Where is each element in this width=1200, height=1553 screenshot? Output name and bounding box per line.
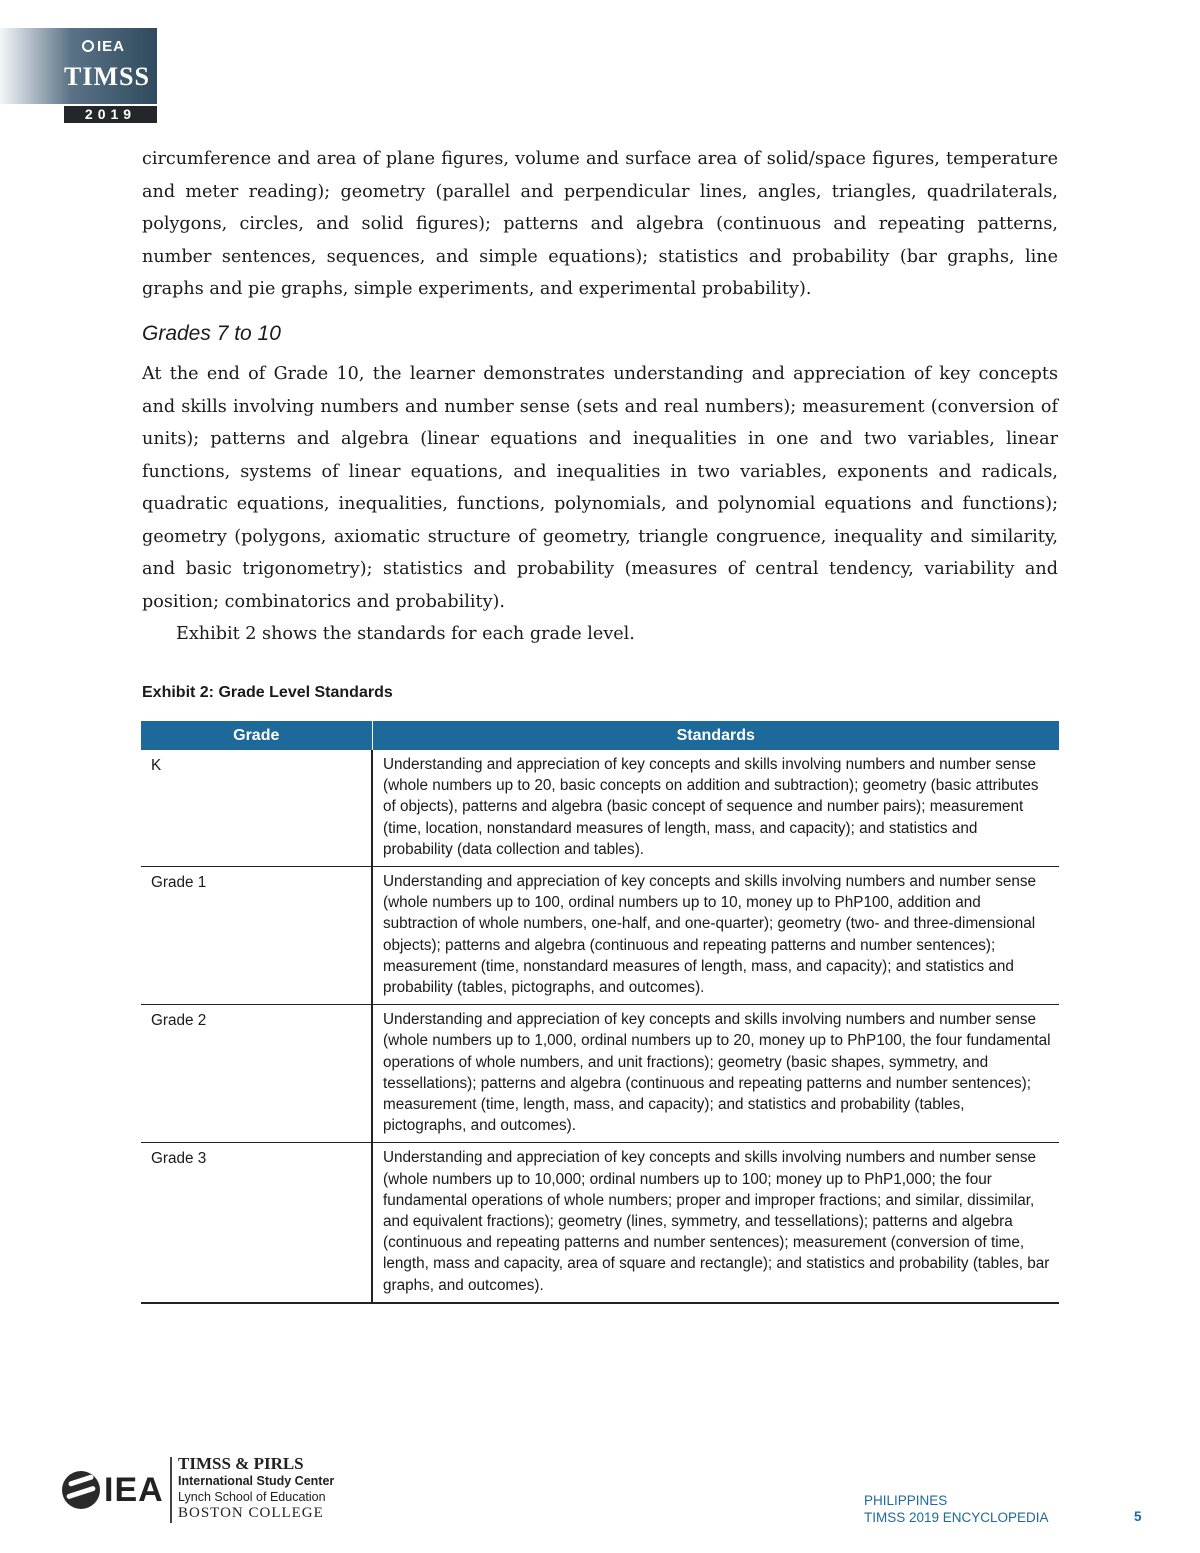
timss-2019-logo <box>0 28 157 123</box>
logo-divider <box>170 1457 172 1523</box>
table-row <box>141 750 1059 867</box>
footer-logo-line2: International Study Center <box>178 1474 335 1488</box>
table-row <box>141 1143 1059 1303</box>
iea-timss-pirls-logo <box>62 1455 362 1525</box>
logo-timss: TIMSS <box>64 62 150 91</box>
page-number: 5 <box>1134 1509 1142 1524</box>
grade-cell: Grade 1 <box>141 867 372 1005</box>
intro-paragraph: circumference and area of plane figures, volume and surface area of solid/space figures, temperature and meter reading); geometry (parallel and perpendicular lines, angles, triangles, quadrilaterals, polygons, circles, and solid figures); patterns and algebra (continuous and repeating patterns, number sentences, sequences, and simple equations); statistics and probability (bar graphs, line graphs and pie graphs, simple experiments, and experimental probability). <box>142 149 1058 299</box>
footer-logo-text <box>178 1455 334 1521</box>
column-header-standards: Standards <box>372 721 1059 750</box>
exhibit-reference: Exhibit 2 shows the standards for each grade level. <box>176 624 635 644</box>
section-paragraph: At the end of Grade 10, the learner demonstrates understanding and appreciation of key concepts and skills involving numbers and number sense (sets and real numbers); measurement (conversion of units); patterns and algebra (linear equations and inequalities in one and two variables, linear functions, systems of linear equations, and inequalities in two variables, exponents and radicals, quadratic equations, inequalities, functions, polynomials, and polynomial equations and functions); geometry (polygons, axiomatic structure of geometry, triangle congruence, inequality and similarity, and basic trigonometry); statistics and probability (measures of central tendency, variability and position; combinatorics and probability). <box>142 364 1058 612</box>
globe-icon <box>82 40 94 52</box>
grade-cell: K <box>141 750 372 867</box>
table-header-row <box>141 721 1059 750</box>
section-heading-block <box>142 322 1058 346</box>
iea-globe-icon <box>62 1471 100 1509</box>
footer-logo-line1: TIMSS & PIRLS <box>178 1454 304 1473</box>
table-row <box>141 867 1059 1005</box>
grade-cell: Grade 2 <box>141 1005 372 1143</box>
standards-cell: Understanding and appreciation of key concepts and skills involving numbers and number sense (whole numbers up to 100, ordinal numbers up to 10, money up to PhP100, addition and subtraction of whole numbers, one-half, and one-quarter); geometry (two- and three-dimensional objects); patterns and algebra (continuous and repeating patterns and number sentences); measurement (time, nonstandard measures of length, mass, and capacity); and statistics and probability (tables, pictographs, and outcomes). <box>372 867 1059 1005</box>
footer-publication: TIMSS 2019 ENCYCLOPEDIA <box>864 1510 1049 1525</box>
logo-iea <box>82 38 125 55</box>
intro-block <box>142 143 1058 306</box>
footer-logo-line4: BOSTON COLLEGE <box>178 1505 324 1521</box>
footer-iea-text: IEA <box>104 1471 164 1509</box>
standards-cell: Understanding and appreciation of key concepts and skills involving numbers and number sense (whole numbers up to 20, basic concepts on addition and subtraction); geometry (basic attributes of objects), patterns and algebra (basic concept of sequence and number pairs); measurement (time, location, nonstandard measures of length, mass, and capacity); and statistics and probability (data collection and tables). <box>372 750 1059 867</box>
grade-cell: Grade 3 <box>141 1143 372 1303</box>
section-body <box>142 358 1058 651</box>
footer-country: PHILIPPINES <box>864 1493 948 1508</box>
section-heading: Grades 7 to 10 <box>142 322 281 345</box>
exhibit-title: Exhibit 2: Grade Level Standards <box>142 684 393 701</box>
footer-logo-line3: Lynch School of Education <box>178 1490 326 1504</box>
grade-standards-table <box>141 721 1059 1304</box>
footer-running-title <box>864 1492 1049 1526</box>
table-row <box>141 1005 1059 1143</box>
logo-year: 2019 <box>64 106 157 123</box>
standards-cell: Understanding and appreciation of key concepts and skills involving numbers and number sense (whole numbers up to 10,000; ordinal numbers up to 100; money up to PhP1,000; the four fundamental operations of whole numbers; proper and improper fractions; and similar, dissimilar, and equivalent fractions); geometry (lines, symmetry, and tessellations); patterns and algebra (continuous and repeating patterns and number sentences); measurement (conversion of time, length, mass and capacity, area of square and rectangle); and statistics and probability (tables, bar graphs, and outcomes). <box>372 1143 1059 1303</box>
standards-cell: Understanding and appreciation of key concepts and skills involving numbers and number sense (whole numbers up to 1,000, ordinal numbers up to 20, money up to PhP100, the four fundamental operations of whole numbers, and unit fractions); geometry (basic shapes, symmetry, and tessellations); patterns and algebra (continuous and repeating patterns and number sentences); measurement (time, length, mass, and capacity); and statistics and probability (tables, pictographs, and outcomes). <box>372 1005 1059 1143</box>
logo-iea-text: IEA <box>97 38 126 55</box>
column-header-grade: Grade <box>141 721 372 750</box>
